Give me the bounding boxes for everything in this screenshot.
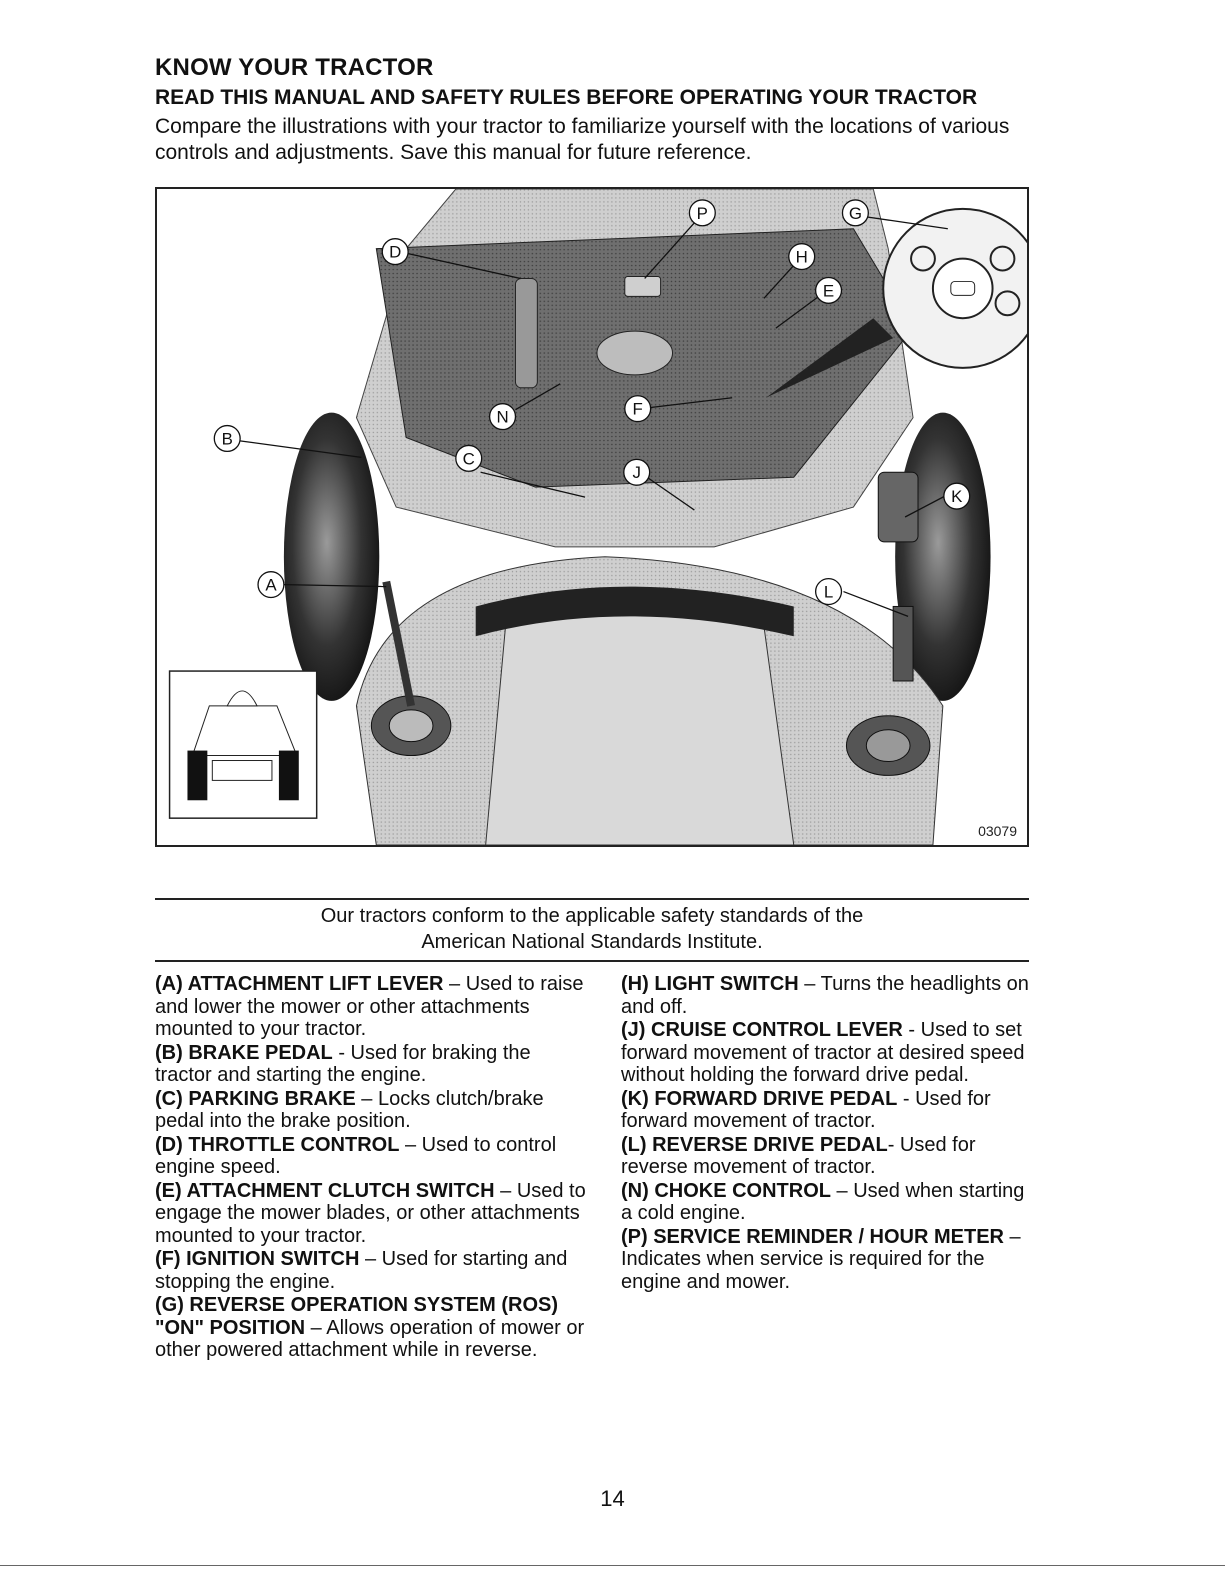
safety-subheading: READ THIS MANUAL AND SAFETY RULES BEFORE OPERATING YOUR TRACTOR	[155, 86, 978, 109]
control-item-a: (A) ATTACHMENT LIFT LEVER – Used to raise and lower the mower or other attachments mounted to your tractor.	[155, 973, 584, 1040]
ansi-line-2: American National Standards Institute.	[421, 931, 763, 953]
ansi-line-1: Our tractors conform to the applicable safety standards of the	[320, 905, 864, 927]
control-item-c: (C) PARKING BRAKE – Locks clutch/brake pedal into the brake position.	[155, 1087, 544, 1132]
svg-text:C: C	[462, 449, 475, 469]
control-item-g: (G) REVERSE OPERATION SYSTEM (ROS) "ON" POSITION – Allows operation of mower or other powered attachment while in reverse.	[155, 1294, 585, 1361]
control-item-j: (J) CRUISE CONTROL LEVER - Used to set forward movement of tractor at desired speed without holding the forward drive pedal.	[621, 1019, 1025, 1086]
control-item-n: (N) CHOKE CONTROL – Used when starting a cold engine.	[621, 1179, 1025, 1224]
seat-shape	[486, 611, 794, 845]
control-item-p: (P) SERVICE REMINDER / HOUR METER – Indicates when service is required for the engine and mower.	[621, 1225, 1021, 1293]
intro-paragraph: Compare the illustrations with your tractor to familiarize yourself with the locations of various controls and adjustments. Save this manual for future reference.	[155, 115, 1010, 164]
callout-e	[816, 277, 842, 303]
controls-list-right	[621, 973, 1041, 1294]
tractor-controls-illustration	[155, 187, 1029, 847]
svg-text:E: E	[822, 281, 835, 301]
callout-d	[382, 239, 408, 265]
callout-h	[789, 244, 815, 270]
svg-text:J: J	[632, 463, 641, 483]
svg-text:F: F	[632, 399, 643, 419]
callout-n	[490, 404, 516, 430]
control-item-e: (E) ATTACHMENT CLUTCH SWITCH – Used to engage the mower blades, or other attachments mounted to your tractor.	[155, 1179, 586, 1247]
control-item-k: (K) FORWARD DRIVE PEDAL - Used for forward movement of tractor.	[621, 1087, 991, 1132]
control-item-d: (D) THROTTLE CONTROL – Used to control engine speed.	[155, 1133, 557, 1178]
callout-j	[624, 459, 650, 485]
controls-list-left	[155, 973, 587, 1363]
page-heading: KNOW YOUR TRACTOR	[155, 54, 434, 81]
svg-text:D: D	[389, 242, 402, 262]
svg-text:A: A	[265, 575, 277, 595]
callout-c	[456, 445, 482, 471]
control-item-h: (H) LIGHT SWITCH – Turns the headlights on and off.	[621, 973, 1029, 1018]
footer-line	[0, 1565, 1225, 1566]
control-item-b: (B) BRAKE PEDAL - Used for braking the tractor and starting the engine.	[155, 1041, 531, 1086]
svg-text:K: K	[951, 487, 963, 507]
callout-a	[258, 572, 284, 598]
page-number: 14	[600, 1486, 625, 1511]
divider-bottom	[155, 960, 1029, 962]
svg-text:H: H	[795, 247, 808, 267]
divider-top	[155, 898, 1029, 900]
figure-number: 03079	[978, 823, 1017, 839]
callout-l	[816, 579, 842, 605]
ansi-statement	[155, 903, 1029, 955]
svg-text:G: G	[848, 203, 862, 223]
svg-text:N: N	[496, 407, 509, 427]
control-item-f: (F) IGNITION SWITCH – Used for starting and stopping the engine.	[155, 1248, 568, 1293]
callout-g	[842, 200, 868, 226]
callout-f	[625, 396, 651, 422]
left-front-tire	[284, 413, 379, 701]
callout-k	[944, 483, 970, 509]
callout-p	[689, 200, 715, 226]
callout-b	[214, 426, 240, 452]
control-item-l: (L) REVERSE DRIVE PEDAL- Used for reverse movement of tractor.	[621, 1133, 976, 1178]
svg-text:L: L	[823, 582, 834, 602]
svg-text:P: P	[696, 203, 708, 223]
svg-text:B: B	[221, 429, 233, 449]
